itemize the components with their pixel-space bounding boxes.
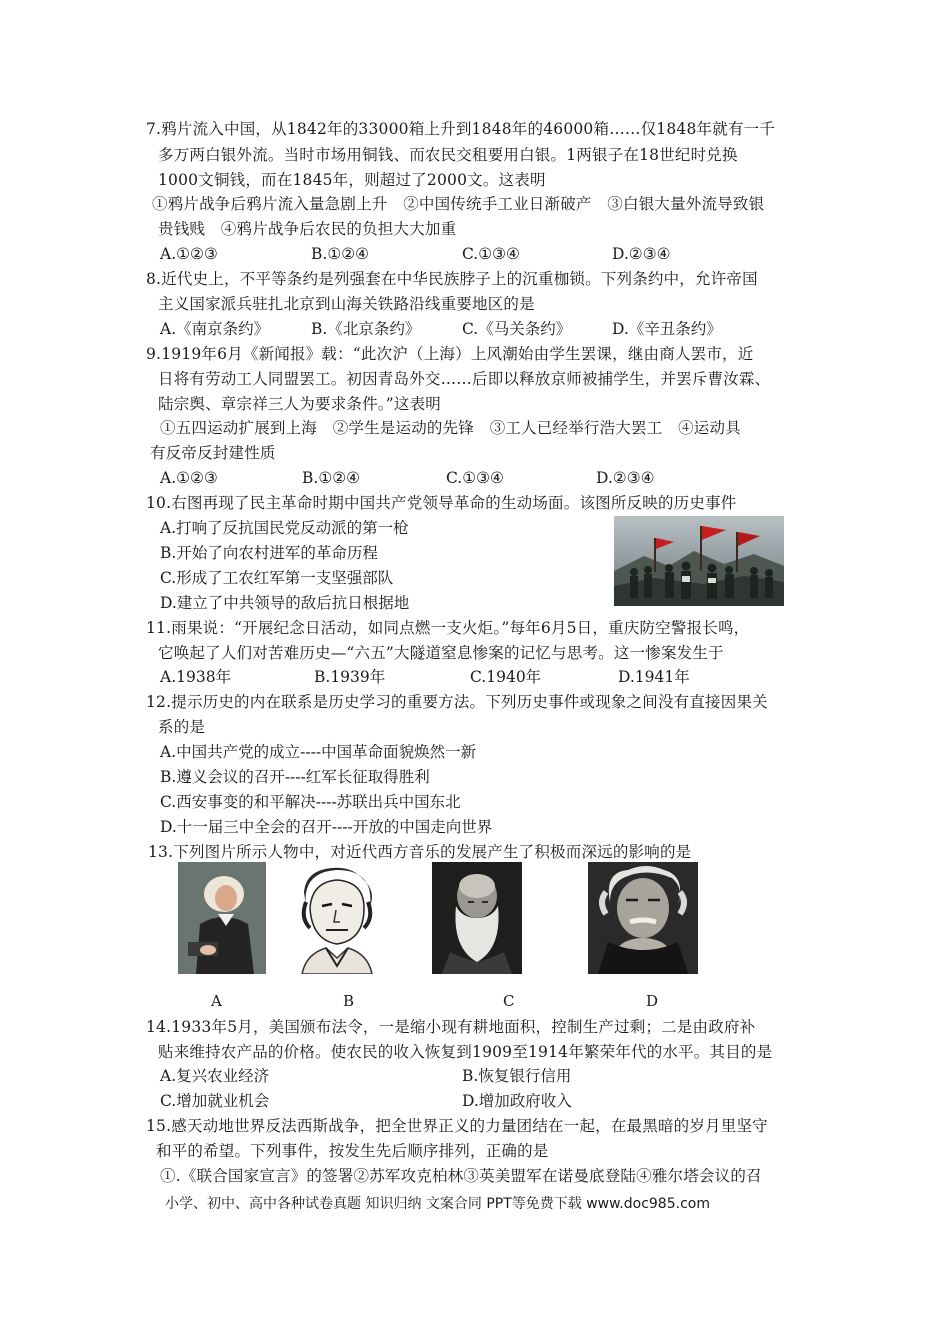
- question-14-option-c: C.增加就业机会: [160, 1092, 270, 1110]
- question-7-option-b: B.①②④: [311, 245, 370, 263]
- question-8-line-2: 主义国家派兵驻扎北京到山海关铁路沿线重要地区的是: [158, 295, 535, 313]
- question-9-line-4: ①五四运动扩展到上海 ②学生是运动的先锋 ③工人已经举行浩大罢工 ④运动具: [160, 419, 741, 437]
- question-8-line-1: 8.近代史上，不平等条约是列强套在中华民族脖子上的沉重枷锁。下列条约中，允许帝国: [146, 270, 758, 288]
- question-12-option-a: A.中国共产党的成立----中国革命面貌焕然一新: [160, 743, 477, 761]
- question-8-option-b: B.《北京条约》: [311, 320, 421, 338]
- question-14-line-2: 贴来维持农产品的价格。使农民的收入恢复到1909至1914年繁荣年代的水平。其目的是: [158, 1043, 773, 1061]
- portrait-b-image: [282, 862, 392, 974]
- question-9-line-5: 有反帝反封建性质: [150, 444, 276, 462]
- question-8-option-d: D.《辛丑条约》: [612, 320, 722, 338]
- question-11-option-b: B.1939年: [314, 668, 386, 686]
- question-12-option-c: C.西安事变的和平解决----苏联出兵中国东北: [160, 793, 461, 811]
- question-7-line-1: 7.鸦片流入中国，从1842年的33000箱上升到1848年的46000箱……仅1848年就有一千: [146, 120, 776, 138]
- question-9-line-3: 陆宗舆、章宗祥三人为要求条件。”这表明: [158, 395, 441, 413]
- question-12-line-2: 系的是: [158, 718, 206, 736]
- revolution-scene-image: [614, 516, 784, 606]
- question-8-option-a: A.《南京条约》: [160, 320, 270, 338]
- question-15-line-3: ①.《联合国家宣言》的签署②苏军攻克柏林③英美盟军在诺曼底登陆④雅尔塔会议的召: [160, 1167, 762, 1185]
- question-7-option-a: A.①②③: [160, 245, 218, 263]
- question-13-line-1: 13.下列图片所示人物中，对近代西方音乐的发展产生了积极而深远的影响的是: [148, 843, 692, 861]
- question-9-option-a: A.①②③: [160, 469, 218, 487]
- question-9-line-1: 9.1919年6月《新闻报》载：“此次沪（上海）上风潮始由学生罢课，继由商人罢市，近: [146, 345, 754, 363]
- question-14-option-d: D.增加政府收入: [462, 1092, 572, 1110]
- portrait-d-image: [588, 862, 698, 974]
- portrait-c-caption: C: [503, 992, 515, 1010]
- question-7-option-c: C.①③④: [462, 245, 520, 263]
- question-10-line-1: 10.右图再现了民主革命时期中国共产党领导革命的生动场面。该图所反映的历史事件: [146, 494, 737, 512]
- question-10-option-b: B.开始了向农村进军的革命历程: [160, 544, 378, 562]
- question-11-option-a: A.1938年: [160, 668, 232, 686]
- question-8-option-c: C.《马关条约》: [462, 320, 572, 338]
- portrait-b-caption: B: [343, 992, 355, 1010]
- question-11-line-1: 11.雨果说：“开展纪念日活动，如同点燃一支火炬。”每年6月5日，重庆防空警报长鸣，: [146, 619, 750, 637]
- question-9-option-d: D.②③④: [596, 469, 655, 487]
- question-10-option-d: D.建立了中共领导的敌后抗日根据地: [160, 594, 410, 612]
- portrait-a-image: [178, 862, 266, 974]
- question-11-line-2: 它唤起了人们对苦难历史—“六五”大隧道窒息惨案的记忆与思考。这一惨案发生于: [158, 644, 724, 662]
- portrait-a-caption: A: [211, 992, 222, 1010]
- question-14-option-a: A.复兴农业经济: [160, 1067, 270, 1085]
- question-7-line-2: 多万两白银外流。当时市场用铜钱、而农民交租要用白银。1两银子在18世纪时兑换: [158, 146, 738, 164]
- question-11-option-c: C.1940年: [470, 668, 542, 686]
- question-7-line-4: ①鸦片战争后鸦片流入量急剧上升 ②中国传统手工业日渐破产 ③白银大量外流导致银: [152, 195, 765, 213]
- question-7-line-5: 贵钱贱 ④鸦片战争后农民的负担大大加重: [158, 220, 457, 238]
- question-9-option-c: C.①③④: [446, 469, 504, 487]
- question-14-option-b: B.恢复银行信用: [462, 1067, 572, 1085]
- question-10-option-a: A.打响了反抗国民党反动派的第一枪: [160, 519, 409, 537]
- question-12-line-1: 12.提示历史的内在联系是历史学习的重要方法。下列历史事件或现象之间没有直接因果关: [146, 693, 768, 711]
- question-12-option-b: B.遵义会议的召开----红军长征取得胜利: [160, 768, 430, 786]
- question-10-option-c: C.形成了工农红军第一支坚强部队: [160, 569, 394, 587]
- question-7-option-d: D.②③④: [612, 245, 671, 263]
- page-footer: 小学、初中、高中各种试卷真题 知识归纳 文案合同 PPT等免费下载 www.doc985.com: [165, 1196, 710, 1212]
- question-12-option-d: D.十一届三中全会的召开----开放的中国走向世界: [160, 818, 493, 836]
- question-11-option-d: D.1941年: [618, 668, 690, 686]
- question-9-line-2: 日将有劳动工人同盟罢工。初因青岛外交……后即以释放京师被捕学生，并罢斥曹汝霖、: [158, 370, 771, 388]
- portrait-c-image: [432, 862, 522, 974]
- portrait-d-caption: D: [646, 992, 659, 1010]
- question-14-line-1: 14.1933年5月，美国颁布法令，一是缩小现有耕地面积，控制生产过剩；二是由政府补: [146, 1018, 756, 1036]
- question-9-option-b: B.①②④: [302, 469, 361, 487]
- question-7-line-3: 1000文铜钱，而在1845年，则超过了2000文。这表明: [158, 171, 546, 189]
- question-15-line-1: 15.感天动地世界反法西斯战争，把全世界正义的力量团结在一起，在最黑暗的岁月里坚守: [146, 1117, 768, 1135]
- question-15-line-2: 和平的希望。下列事件，按发生先后顺序排列，正确的是: [156, 1142, 549, 1160]
